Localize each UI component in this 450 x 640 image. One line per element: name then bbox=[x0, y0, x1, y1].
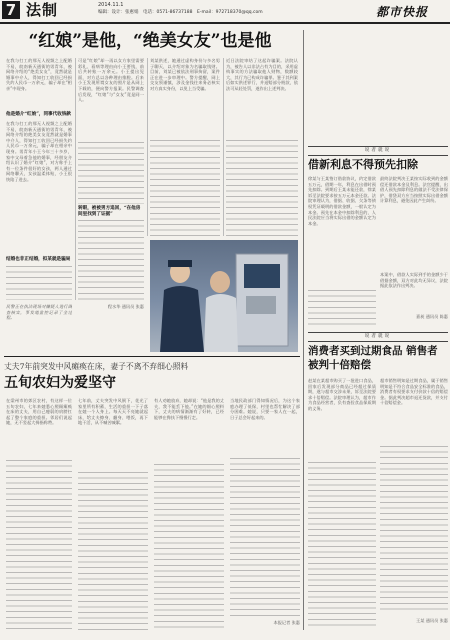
commentary-tag: 说者就说 bbox=[364, 148, 392, 153]
column-divider bbox=[303, 30, 304, 630]
consumer-tag: 说者就说 bbox=[364, 334, 392, 339]
col3-text-lines bbox=[150, 140, 220, 236]
main-lead: 在我与打工的那无人视频之上配婚不易，皖南新天通街的男青年，被网络介绍的“绝美女友”，竟然就是婚事中介人，得知打工收回已经损失约人民币一万余元，骗子却在“相亲”中现身。 bbox=[6, 58, 72, 91]
column-divider bbox=[75, 58, 76, 300]
consumer-byline: 王某 通讯员 张惠 bbox=[416, 618, 448, 623]
main-col2: 可是“红娘”却一再以女方家里需要彩礼、看病等理由向小王要钱，前后共转账一万余元。小王提出见面，对方总以各种理由推脱。后来小王发现所谓女友的照片是从网上下载的，便向警方报案。民警调查后发现，“红娘”与“女友”竟是同一人。 bbox=[78, 58, 144, 103]
col2-text-lines-b bbox=[78, 220, 144, 300]
story2-body-b: 七年前，丈夫突发中风倒下，花光了家里所有积蓄，生活的重担一下子落在她一个人身上。每天天不亮她就起床，给丈夫擦身、翻身、喂饭，再下地干活，从不喊苦喊累。 bbox=[78, 398, 148, 426]
col2-text-lines bbox=[78, 142, 144, 204]
photo-caption: 民警正在执法现场对嫌疑人进行调查核实，事发地监控记录了全过程。 bbox=[6, 304, 72, 321]
story2-text-lines-b bbox=[78, 472, 148, 630]
masthead bbox=[0, 0, 450, 24]
photo-illustration bbox=[150, 240, 298, 352]
main-headline: “红娘”是他，“绝美女友”也是他 bbox=[28, 31, 272, 51]
subhead-1: 他是婚介“红娘”，同事代收钱款 bbox=[6, 112, 72, 117]
commentary-byline: 嘉昶 通讯员 陈惠 bbox=[416, 314, 448, 319]
commentary-body-a: 徐某与王某签订借款协议，约定借款五万元，借期一年，利息在出借时预先扣除。到期后王某未能还款，徐某诉至法院要求按五万元本金还款。法院审理认为，借据、收据、欠条等债权凭证载明的借款金额，一般认定为本金。预先在本金中扣除利息的，人民法院应当将实际出借的金额认定为本金。 bbox=[308, 176, 376, 226]
editor-line: 编辑：设计：张惠娟 电话：0571-86737188 E-mail：972718370@qq.com bbox=[98, 10, 263, 15]
commentary-body-c: 本案中，借款人实际到手的金额少于借据金额，双方对此均无异议，法院据此依法作出判决。 bbox=[380, 272, 448, 289]
main-col1: 在我与打工的那无人视频之上配婚不易，皖南新天通街的男青年，被网络介绍的绝美女友竟然就是婚事中介人，得知打工收回已经损失约人民币一万余元，骗子却在相亲中现身。男青年小王今年三十多岁，家中父母着急他的婚事，经朋友介绍认识了婚介“红娘”，对方称手上有一位条件很好的女孩，两人通过网络聊天，女孩温柔体贴，小王很快陷了进去。 bbox=[6, 121, 72, 182]
subhead-2: 转眼，被被男方追回，“在他房间里找到了证据” bbox=[78, 206, 141, 217]
consumer-tag-bar bbox=[308, 332, 448, 342]
main-col3: 刘某供述，她通过虚构身份与多名男子聊天，以介绍对象为名骗取钱财。目前，刘某已被依法刑事拘留，案件正在进一步审理中。警方提醒，网上交友须谨慎，涉及金钱往来务必核实对方真实身份，以免上当受骗。 bbox=[150, 58, 220, 91]
commentary-text-lines bbox=[308, 290, 376, 326]
column-divider bbox=[223, 58, 224, 236]
story2-body-a: 在梁州市的郊区农村，有这样一位五旬农妇，七年来她悉心照顾瘫痪在床的丈夫，用自己瘦弱的肩膀扛起了整个家庭的重担。邻居们说起她，无不竖起大拇指称赞。 bbox=[6, 398, 72, 426]
subhead-3: 结婚也非正结婚，拟某就是骗局 bbox=[6, 257, 71, 262]
story2-body-d: 当地民政部门得知情况后，为这个家庭办理了低保，村里也帮忙解决了部分困难。她说，只要一家人在一起，日子总会好起来的。 bbox=[230, 398, 300, 420]
story2-top-rule bbox=[4, 356, 300, 357]
section-name: 法制 bbox=[26, 1, 59, 19]
story2-text-lines-c bbox=[154, 464, 224, 630]
story2-body-c: 有人劝她放弃，她却说：“他是我的丈夫，我不能丢下他。”在她的细心照料下，丈夫的病情渐渐有了好转，已经能够在搀扶下慢慢行走。 bbox=[154, 398, 224, 420]
story2-byline: 本报记者 张惠 bbox=[273, 620, 300, 625]
consumer-text-lines-b bbox=[380, 446, 448, 614]
main-col4: 近日法院审结了这起诈骗案。法院认为，被告人以非法占有为目的，采用虚构事实的方法骗取他人财物，数额较大，其行为已构成诈骗罪。鉴于其到案后如实供述罪行，并退赔部分赃款，依法可从轻处罚，遂作出上述判决。 bbox=[226, 58, 298, 91]
photo-credit: 程水华 通讯员 张惠 bbox=[107, 304, 144, 309]
commentary-tag-bar bbox=[308, 146, 448, 156]
story2-text-lines-a bbox=[6, 460, 72, 630]
consumer-headline: 消费者买到过期食品 销售者被判十倍赔偿 bbox=[308, 345, 438, 371]
column-divider bbox=[147, 58, 148, 236]
consumer-text-lines bbox=[308, 462, 376, 628]
consumer-body-b: 超市销售明知是过期食品，属于销售明知是不符合食品安全标准的食品，消费者有权要求支付价款十倍的赔偿金。据此判决超市退还货款，并支付十倍赔偿金。 bbox=[380, 378, 448, 406]
masthead-rule bbox=[0, 22, 450, 24]
commentary-body-b: 最终法院判决王某按实际收到的金额偿还借款本金及利息。法官提醒，出借人预先扣除利息的做法不受法律保护，借贷双方应当按照实际出借金额计算利息，避免因此产生纠纷。 bbox=[380, 176, 448, 204]
page-number: 7 bbox=[2, 1, 20, 19]
story2-headline: 五旬农妇为爱坚守 bbox=[4, 375, 116, 391]
consumer-body-a: 赵某在某超市购买了一批进口食品，回家后发现部分商品已经超过保质期，遂与超市交涉未果，诉至法院要求十倍赔偿。法院审理认为，超市作为食品经营者，负有查验食品保质期的义务。 bbox=[308, 378, 376, 411]
issue-date: 2014.11.1 bbox=[98, 2, 124, 8]
commentary-headline: 借新利息不得预先扣除 bbox=[308, 158, 418, 171]
story2-kicker: 丈夫7年前突发中风瘫痪在床，妻子不离不弃细心照料 bbox=[4, 362, 189, 371]
col1-text-lines bbox=[6, 266, 72, 300]
news-photo bbox=[150, 240, 298, 352]
story2-text-lines-d bbox=[230, 458, 300, 618]
paper-name: 都市快报 bbox=[376, 5, 429, 19]
col4-text-lines bbox=[226, 140, 298, 236]
